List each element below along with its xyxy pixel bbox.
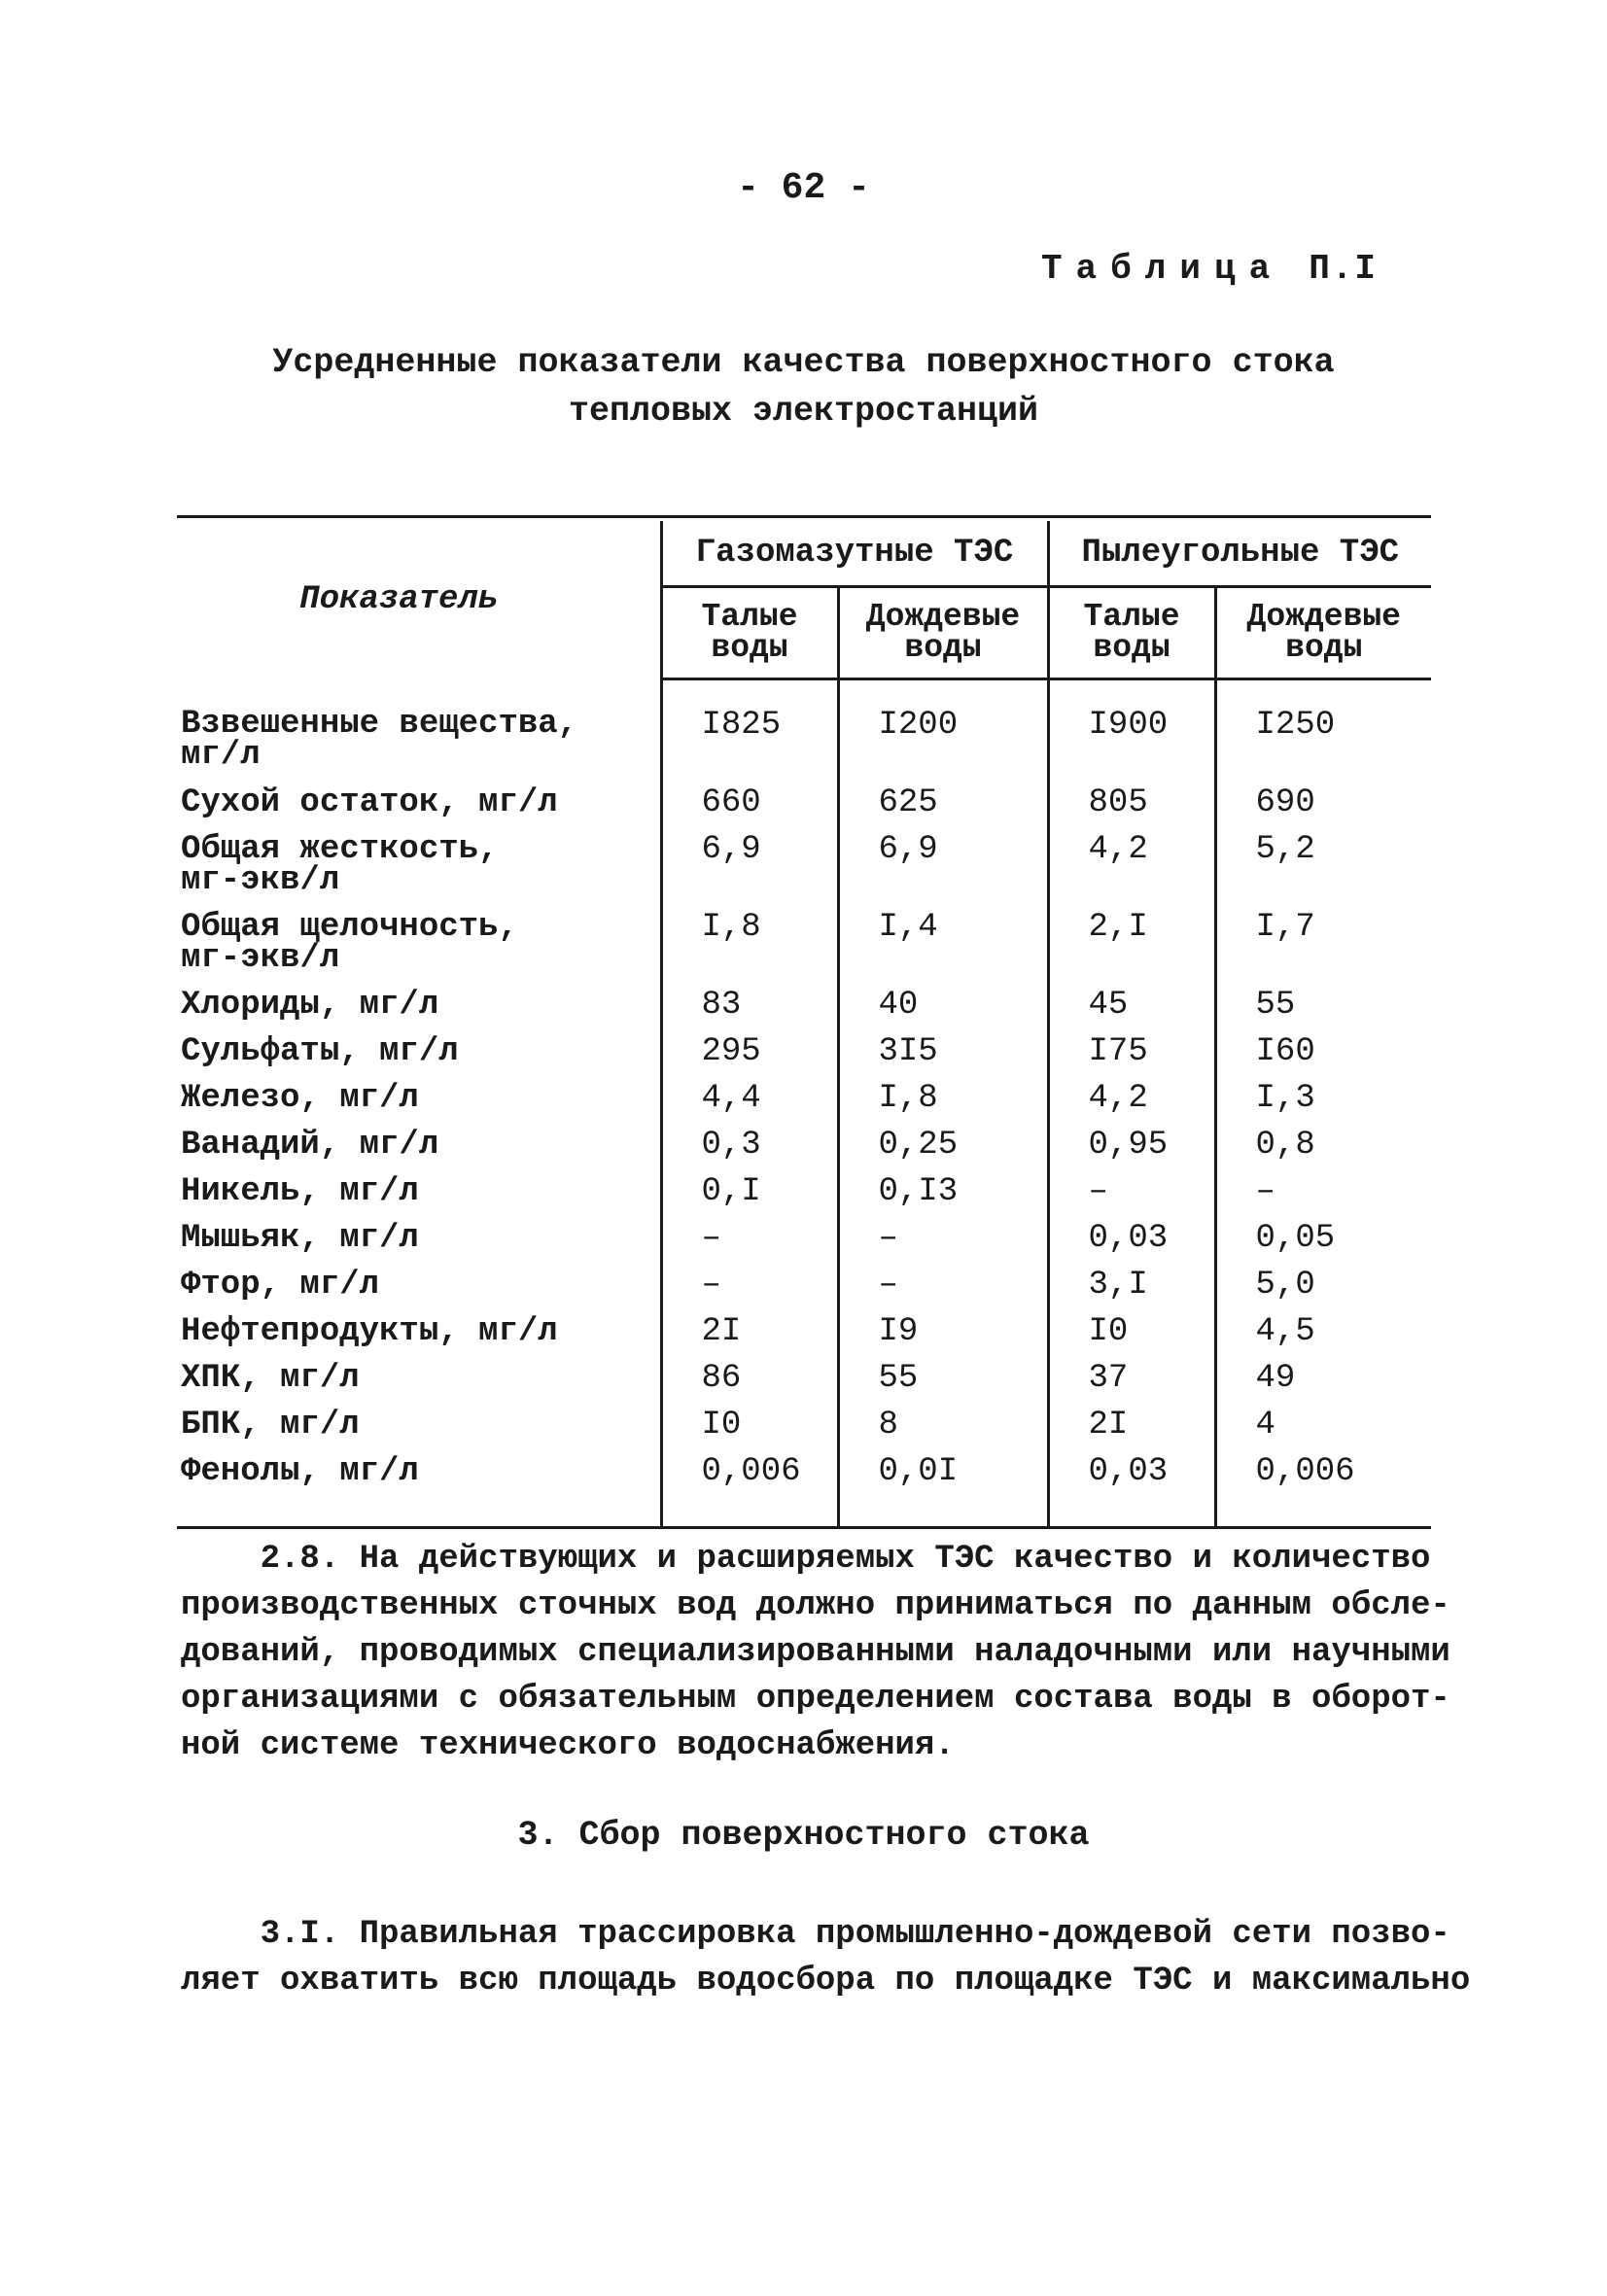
row-name: Ванадий, мг/л [181, 1127, 439, 1164]
subheader-rain-water-1: Дождевые воды [838, 587, 1048, 679]
caption-line: тепловых электростанций [568, 392, 1039, 431]
row-name: Железо, мг/л [181, 1080, 419, 1117]
row-value: 660 [661, 787, 838, 834]
row-value: 55 [838, 1363, 1048, 1409]
row-value: 4 [1215, 1409, 1431, 1456]
row-value: 3I5 [838, 1036, 1048, 1083]
row-value: – [1215, 1176, 1431, 1223]
row-value: I,8 [838, 1083, 1048, 1130]
row-name: Взвешенные вещества, мг/л [181, 705, 578, 774]
text-line: организациями с обязательным определением состава воды в оборот- [181, 1681, 1450, 1718]
table-header-row [177, 521, 1431, 587]
text-line: 2.8. На действующих и расширяемых ТЭС качество и количество [181, 1541, 1431, 1578]
row-value: 3,I [1048, 1270, 1215, 1316]
subheader-melt-water-2: Талые воды [1048, 587, 1215, 679]
table-row [177, 1223, 1431, 1270]
text-line: ной системе технического водоснабжения. [181, 1727, 955, 1764]
row-value: I900 [1048, 679, 1215, 788]
row-value: 40 [838, 990, 1048, 1036]
table-row [177, 990, 1431, 1036]
table-label-number: П.I [1309, 249, 1378, 289]
row-value: I0 [1048, 1316, 1215, 1363]
table-row [177, 1130, 1431, 1176]
table-row [177, 1409, 1431, 1456]
row-value: 4,2 [1048, 834, 1215, 912]
row-value: 0,25 [838, 1130, 1048, 1176]
row-name: Фенолы, мг/л [177, 1456, 661, 1528]
row-value: 6,9 [661, 834, 838, 912]
row-value: I250 [1215, 679, 1431, 788]
row-name: Мышьяк, мг/л [181, 1220, 419, 1257]
row-value: I,7 [1215, 912, 1431, 990]
row-value: 2I [1048, 1409, 1215, 1456]
text-line: ляет охватить всю площадь водосбора по площадке ТЭС и максимально [181, 1963, 1471, 2000]
row-value: 55 [1215, 990, 1431, 1036]
row-value: I9 [838, 1316, 1048, 1363]
table-row [177, 1176, 1431, 1223]
row-name: ХПК, мг/л [181, 1360, 360, 1397]
table-row [177, 1083, 1431, 1130]
row-value: 5,0 [1215, 1270, 1431, 1316]
table-row [177, 834, 1431, 912]
row-name: Сульфаты, мг/л [181, 1033, 459, 1070]
table-row [177, 1316, 1431, 1363]
row-value: 0,006 [661, 1456, 838, 1528]
row-value: 0,I3 [838, 1176, 1048, 1223]
row-name: Общая жесткость, мг-экв/л [181, 831, 499, 899]
table-top-rule [177, 515, 1431, 518]
subheader-melt-water-1: Талые воды [661, 587, 838, 679]
row-value: 45 [1048, 990, 1215, 1036]
row-value: 8 [838, 1409, 1048, 1456]
row-value: I60 [1215, 1036, 1431, 1083]
group-header-coal: Пылеугольные ТЭС [1048, 521, 1431, 587]
text-line: дований, проводимых специализированными наладочными или научными [181, 1634, 1450, 1671]
table-row [177, 912, 1431, 990]
row-value: 0,3 [661, 1130, 838, 1176]
row-value: 0,95 [1048, 1130, 1215, 1176]
row-name: Сухой остаток, мг/л [181, 784, 558, 821]
table-row [177, 1270, 1431, 1316]
table-row [177, 1456, 1431, 1528]
row-value: 0,8 [1215, 1130, 1431, 1176]
table-row [177, 787, 1431, 834]
table-row [177, 1036, 1431, 1083]
text-line: производственных сточных вод должно приниматься по данным обсле- [181, 1587, 1450, 1624]
paragraph-3-1 [181, 1911, 1471, 2004]
quality-table [177, 521, 1431, 1529]
row-value: 0,I [661, 1176, 838, 1223]
row-value: I75 [1048, 1036, 1215, 1083]
row-value: 0,0I [838, 1456, 1048, 1528]
row-value: 295 [661, 1036, 838, 1083]
row-name: Общая щелочность, мг-экв/л [181, 909, 518, 977]
row-value: I,3 [1215, 1083, 1431, 1130]
row-value: 4,5 [1215, 1316, 1431, 1363]
table-row [177, 1363, 1431, 1409]
row-value: 4,4 [661, 1083, 838, 1130]
row-value: I0 [661, 1409, 838, 1456]
row-value: I,4 [838, 912, 1048, 990]
section-title: 3. Сбор поверхностного стока [517, 1816, 1090, 1855]
row-value: 0,03 [1048, 1223, 1215, 1270]
paragraph-2-8 [181, 1536, 1450, 1769]
caption-line: Усредненные показатели качества поверхностного стока [272, 343, 1335, 382]
row-name: Фтор, мг/л [181, 1267, 380, 1304]
row-value: – [661, 1223, 838, 1270]
row-value: 0,03 [1048, 1456, 1215, 1528]
group-header-gas-oil: Газомазутные ТЭС [661, 521, 1048, 587]
row-value: 6,9 [838, 834, 1048, 912]
row-value: – [838, 1223, 1048, 1270]
row-value: – [838, 1270, 1048, 1316]
row-value: – [661, 1270, 838, 1316]
row-value: 49 [1215, 1363, 1431, 1409]
row-value: I,8 [661, 912, 838, 990]
table-label-word: Таблица [1040, 249, 1284, 289]
page-number: - 62 - [737, 167, 870, 209]
table-caption [0, 338, 1607, 435]
row-name: БПК, мг/л [181, 1407, 360, 1444]
row-value: 37 [1048, 1363, 1215, 1409]
row-value: 805 [1048, 787, 1215, 834]
subheader-rain-water-2: Дождевые воды [1215, 587, 1431, 679]
row-name: Никель, мг/л [181, 1173, 419, 1210]
row-value: 4,2 [1048, 1083, 1215, 1130]
row-value: 5,2 [1215, 834, 1431, 912]
row-value: 0,006 [1215, 1456, 1431, 1528]
table-label [1041, 249, 1378, 289]
row-value: 2I [661, 1316, 838, 1363]
row-value: 625 [838, 787, 1048, 834]
row-value: 2,I [1048, 912, 1215, 990]
param-header: Показатель [299, 581, 499, 619]
row-name: Хлориды, мг/л [181, 987, 439, 1024]
text-line: 3.I. Правильная трассировка промышленно-дождевой сети позво- [181, 1916, 1450, 1953]
row-value: I825 [661, 679, 838, 788]
table-row [177, 679, 1431, 788]
row-value: – [1048, 1176, 1215, 1223]
row-value: 690 [1215, 787, 1431, 834]
row-value: 83 [661, 990, 838, 1036]
row-value: 0,05 [1215, 1223, 1431, 1270]
row-value: 86 [661, 1363, 838, 1409]
row-value: I200 [838, 679, 1048, 788]
row-name: Нефтепродукты, мг/л [181, 1313, 558, 1350]
